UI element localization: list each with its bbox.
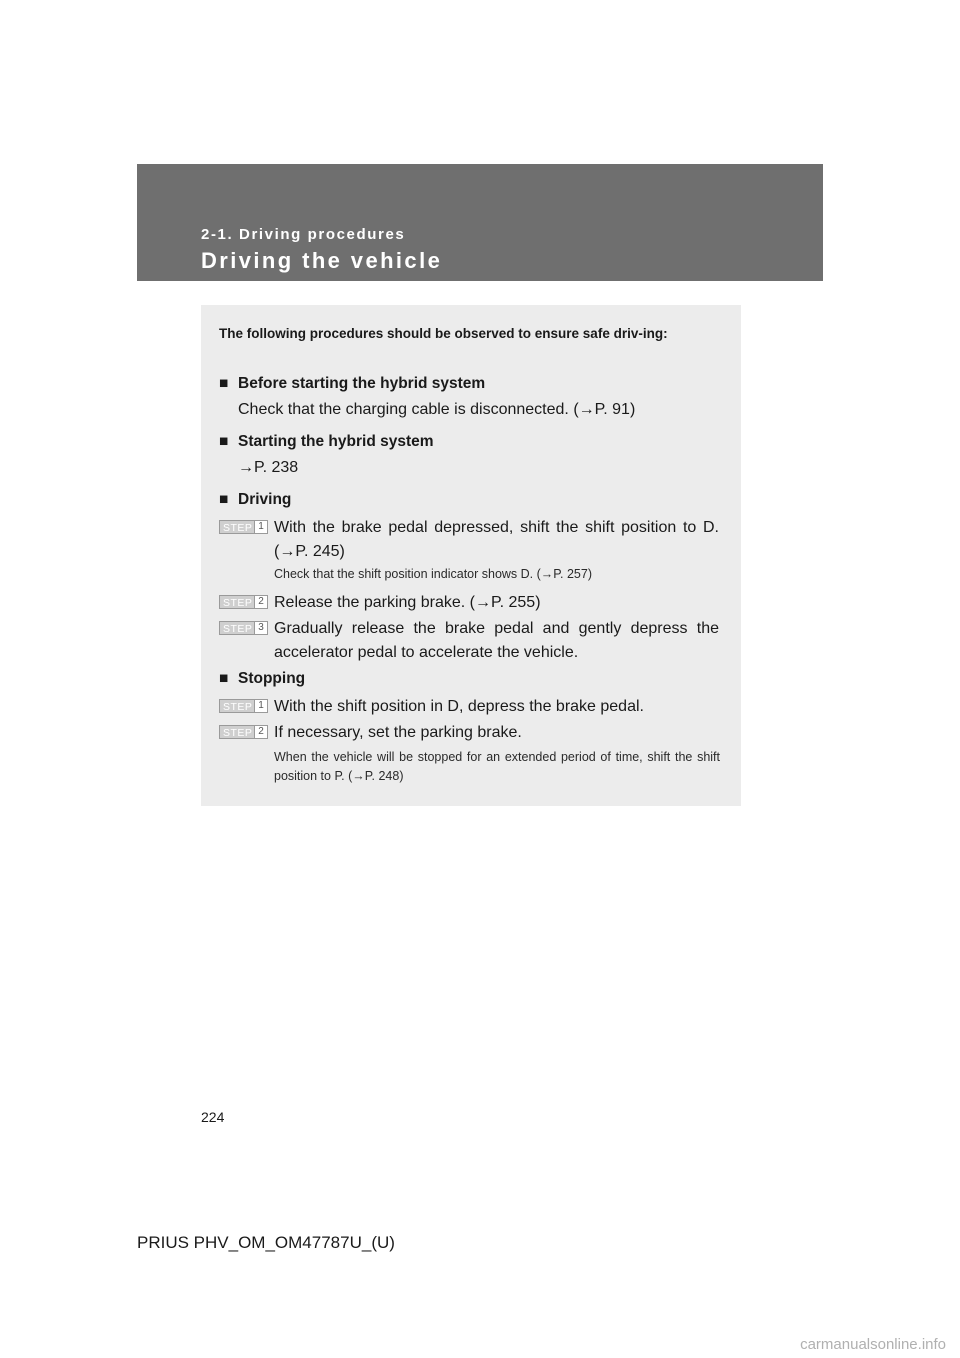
starting-body: →P. 238 [238, 459, 299, 476]
heading-stopping: ■ Stopping [219, 670, 306, 687]
step-text: Release the parking brake. (→P. 255) [274, 594, 541, 611]
step-text: With the shift position in D, depress the brake pedal. [274, 698, 644, 715]
before-starting-body: Check that the charging cable is disconnected. (→P. 91) [238, 401, 636, 418]
document-code: PRIUS PHV_OM_OM47787U_(U) [137, 1233, 395, 1252]
step-badge: STEP 2 [219, 595, 268, 609]
page-title: Driving the vehicle [201, 248, 443, 273]
section-label: 2-1. Driving procedures [201, 226, 406, 243]
step-badge: STEP 1 [219, 699, 268, 713]
square-bullet-icon: ■ [219, 670, 229, 687]
step-text: Gradually release the brake pedal and gently depress the accelerator pedal to accelerate the vehicle. [274, 620, 719, 661]
step-badge: STEP 1 [219, 520, 268, 534]
driving-note: Check that the shift position indicator shows D. (→P. 257) [274, 567, 592, 581]
watermark: carmanualsonline.info [800, 1336, 946, 1353]
step-badge: STEP 2 [219, 725, 268, 739]
step-badge: STEP 3 [219, 621, 268, 635]
step-text: With the brake pedal depressed, shift the shift position to D. (→P. 245) [274, 519, 719, 560]
heading-starting: ■ Starting the hybrid system [219, 433, 434, 450]
square-bullet-icon: ■ [219, 375, 229, 392]
intro-text: The following procedures should be observed to ensure safe driv-ing: [219, 326, 668, 341]
square-bullet-icon: ■ [219, 433, 229, 450]
heading-before-starting: ■ Before starting the hybrid system [219, 375, 486, 392]
step-text: If necessary, set the parking brake. [274, 724, 522, 741]
page-number: 224 [201, 1109, 225, 1125]
square-bullet-icon: ■ [219, 491, 229, 508]
heading-driving: ■ Driving [219, 491, 292, 508]
stopping-note: When the vehicle will be stopped for an extended period of time, shift the shift position to P. (→P. 248) [274, 750, 720, 783]
